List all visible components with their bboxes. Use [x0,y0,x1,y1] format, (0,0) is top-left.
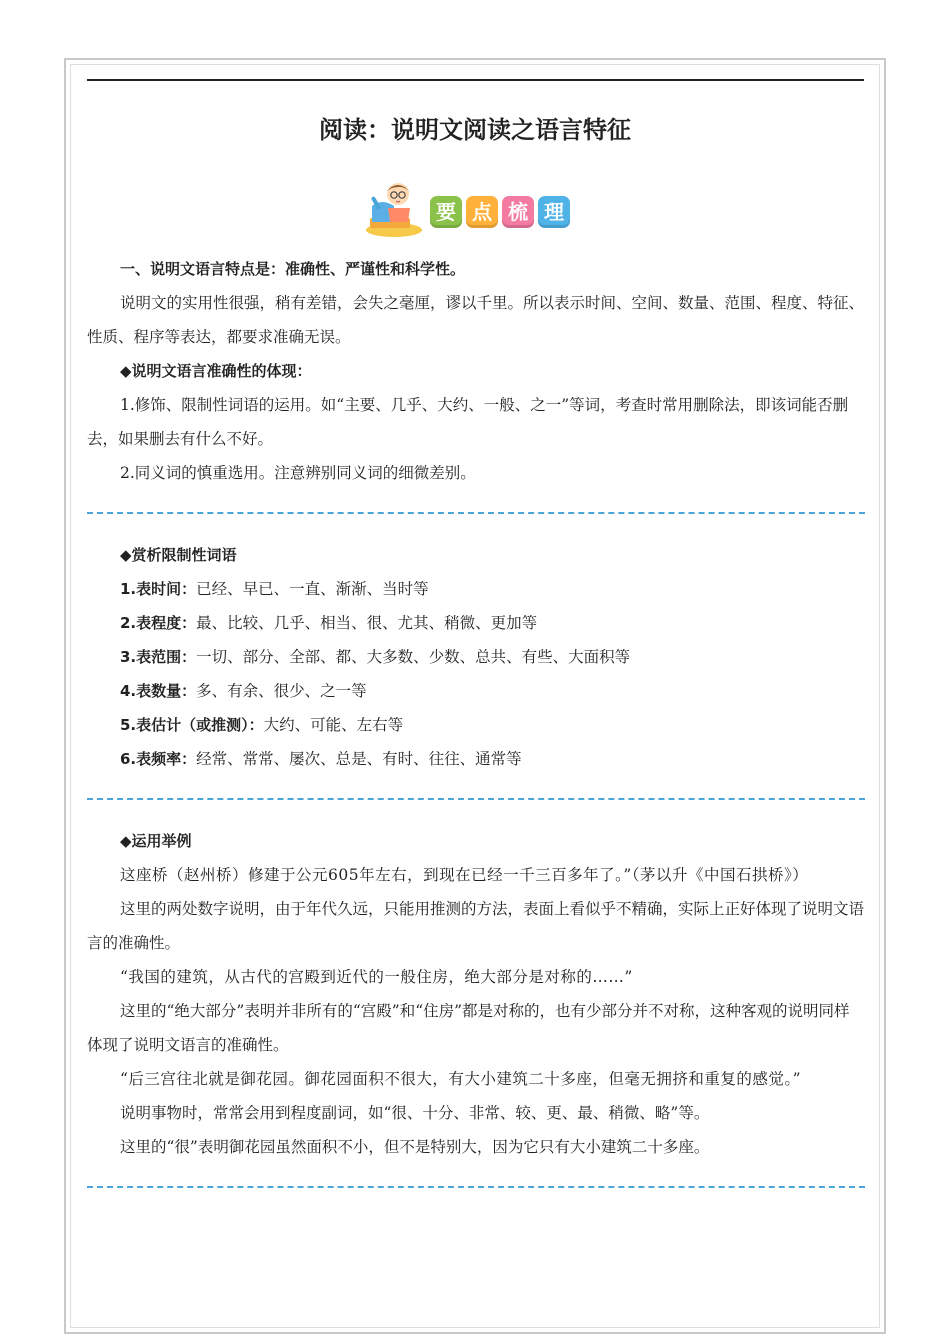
paragraph: 说明文的实用性很强，稍有差错，会失之毫厘，谬以千里。所以表示时间、空间、数量、范围、程度、特征、性质、程序等表达，都要求准确无误。 [87,294,865,346]
paragraph: 说明事物时，常常会用到程度副词，如“很、十分、非常、较、更、最、稍微、略”等。 [120,1104,710,1122]
list-item [87,742,865,776]
item-label: 5.表估计（或推测）： [120,716,264,734]
item-label: 2.表程度： [120,614,197,632]
paragraph: 2.同义词的慎重选用。注意辨别同义词的细微差别。 [120,464,476,482]
paragraph: 这里的两处数字说明，由于年代久远，只能用推测的方法，表面上看似乎不精确，实际上正好体现了说明文语言的准确性。 [87,900,865,952]
document-body [87,252,865,1212]
item-text: 经常、常常、屡次、总是、有时、往往、通常等 [196,750,522,768]
item-label: 3.表范围： [120,648,197,666]
item-text: 最、比较、几乎、相当、很、尤其、稍微、更加等 [196,614,538,632]
item-text: 多、有余、很少、之一等 [196,682,367,700]
item-text: 一切、部分、全部、都、大多数、少数、总共、有些、大面积等 [196,648,631,666]
item-text: 已经、早已、一直、渐渐、当时等 [196,580,429,598]
quote: “我国的建筑，从古代的宫殿到近代的一般住房，绝大部分是对称的……” [120,968,633,986]
list-item [87,708,865,742]
kid-reading-icon [364,178,426,238]
sub-heading: ◆说明文语言准确性的体现： [120,362,312,380]
item-text: 大约、可能、左右等 [263,716,404,734]
header-rule [87,79,864,81]
list-item [87,640,865,674]
page-title: 阅读：说明文阅读之语言特征 [319,116,631,144]
list-item [87,572,865,606]
dashed-divider [87,1186,865,1188]
paragraph: 这里的“很”表明御花园虽然面积不小，但不是特别大，因为它只有大小建筑二十多座。 [120,1138,710,1156]
item-label: 6.表频率： [120,750,197,768]
list-item [87,606,865,640]
badge-tile: 要 [430,196,462,228]
dashed-divider [87,512,865,514]
badge-tile: 理 [538,196,570,228]
section-heading: ◆赏析限制性词语 [120,546,237,564]
quote: “后三宫往北就是御花园。御花园面积不很大，有大小建筑二十多座，但毫无拥挤和重复的感觉。” [120,1070,802,1088]
list-item [87,674,865,708]
badge-tile: 梳 [502,196,534,228]
quote: 这座桥（赵州桥）修建于公元605年左右，到现在已经一千三百多年了。”（茅以升《中国石拱桥》） [120,866,809,884]
paragraph: 这里的“绝大部分”表明并非所有的“宫殿”和“住房”都是对称的，也有少部分并不对称，这种客观的说明同样体现了说明文语言的准确性。 [87,1002,850,1054]
paragraph: 1.修饰、限制性词语的运用。如“主要、几乎、大约、一般、之一”等词，考查时常用删除法，即该词能否删去，如果删去有什么不好。 [87,396,849,448]
item-label: 4.表数量： [120,682,197,700]
badge-tile: 点 [466,196,498,228]
item-label: 1.表时间： [120,580,197,598]
section-heading: 一、说明文语言特点是：准确性、严谨性和科学性。 [120,260,466,278]
section-heading: ◆运用举例 [120,832,192,850]
dashed-divider [87,798,865,800]
key-points-badge [364,178,584,238]
